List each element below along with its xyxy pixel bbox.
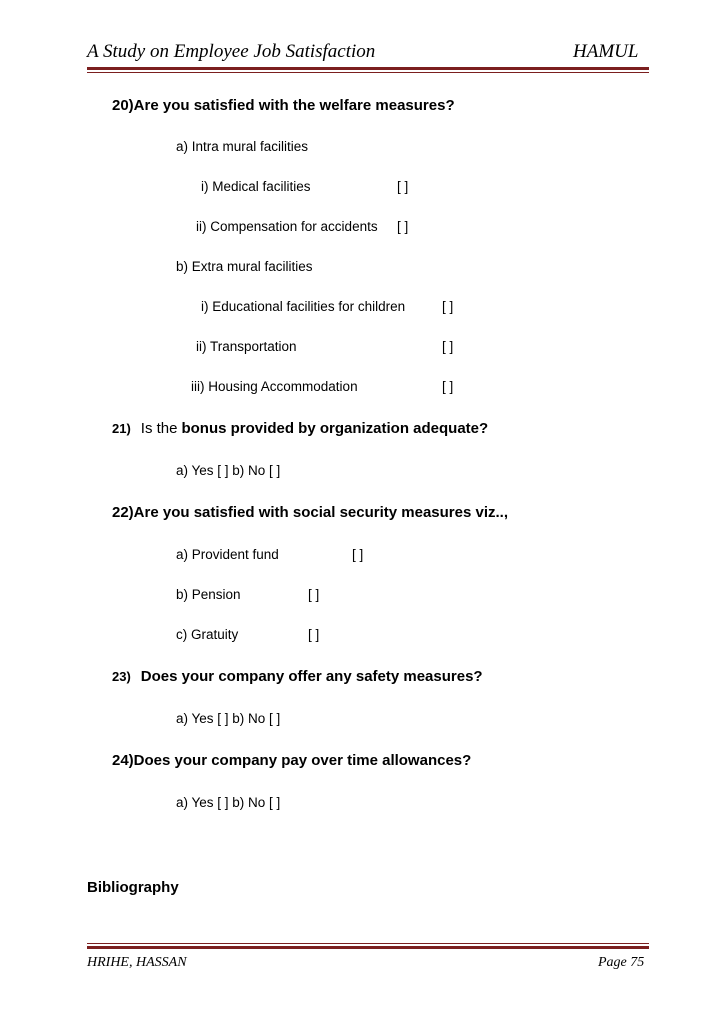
question-23-text: Does your company offer any safety measures?: [140, 668, 483, 685]
footer-rule-thick: [87, 946, 649, 949]
question-21: [112, 420, 488, 438]
question-21-number: 21): [112, 421, 131, 436]
q21-options[interactable]: a) Yes [ ] b) No [ ]: [176, 463, 281, 478]
q22-option-b: b) Pension: [176, 587, 241, 602]
q20-option-a-ii: ii) Compensation for accidents: [196, 219, 378, 234]
footer-rule-thin: [87, 943, 649, 944]
q20-option-b-i-checkbox[interactable]: [ ]: [442, 299, 454, 314]
question-21-text: bonus provided by organization adequate?: [181, 420, 489, 437]
question-20: 20)Are you satisfied with the welfare measures?: [112, 97, 455, 114]
question-24: 24)Does your company pay over time allowances?: [112, 752, 472, 769]
q20-option-a-i: i) Medical facilities: [201, 179, 311, 194]
running-header-author: HAMUL: [573, 41, 639, 62]
question-21-prefix: Is the: [140, 420, 178, 437]
q22-option-b-checkbox[interactable]: [ ]: [308, 587, 320, 602]
header-rule-thick: [87, 67, 649, 70]
header-rule-thin: [87, 72, 649, 73]
q20-option-b-i: i) Educational facilities for children: [201, 299, 406, 314]
q22-option-a: a) Provident fund: [176, 547, 279, 562]
question-23-number: 23): [112, 669, 131, 684]
question-23: [112, 668, 483, 686]
q20-option-a-ii-checkbox[interactable]: [ ]: [397, 219, 409, 234]
q20-option-b-iii: iii) Housing Accommodation: [191, 379, 358, 394]
q24-options[interactable]: a) Yes [ ] b) No [ ]: [176, 795, 281, 810]
q20-option-b-ii-checkbox[interactable]: [ ]: [442, 339, 454, 354]
q20-option-b: b) Extra mural facilities: [176, 259, 313, 274]
q22-option-c-checkbox[interactable]: [ ]: [308, 627, 320, 642]
q23-options[interactable]: a) Yes [ ] b) No [ ]: [176, 711, 281, 726]
page-number: Page 75: [598, 955, 645, 970]
footer-author: HRIHE, HASSAN: [87, 955, 187, 970]
q22-option-c: c) Gratuity: [176, 627, 239, 642]
q20-option-b-iii-checkbox[interactable]: [ ]: [442, 379, 454, 394]
q20-option-b-ii: ii) Transportation: [196, 339, 297, 354]
q20-option-a-i-checkbox[interactable]: [ ]: [397, 179, 409, 194]
bibliography-heading: Bibliography: [87, 879, 179, 896]
running-header-title: A Study on Employee Job Satisfaction: [87, 41, 376, 62]
q20-option-a: a) Intra mural facilities: [176, 139, 309, 154]
q22-option-a-checkbox[interactable]: [ ]: [352, 547, 364, 562]
question-22: 22)Are you satisfied with social security measures viz..,: [112, 504, 508, 521]
